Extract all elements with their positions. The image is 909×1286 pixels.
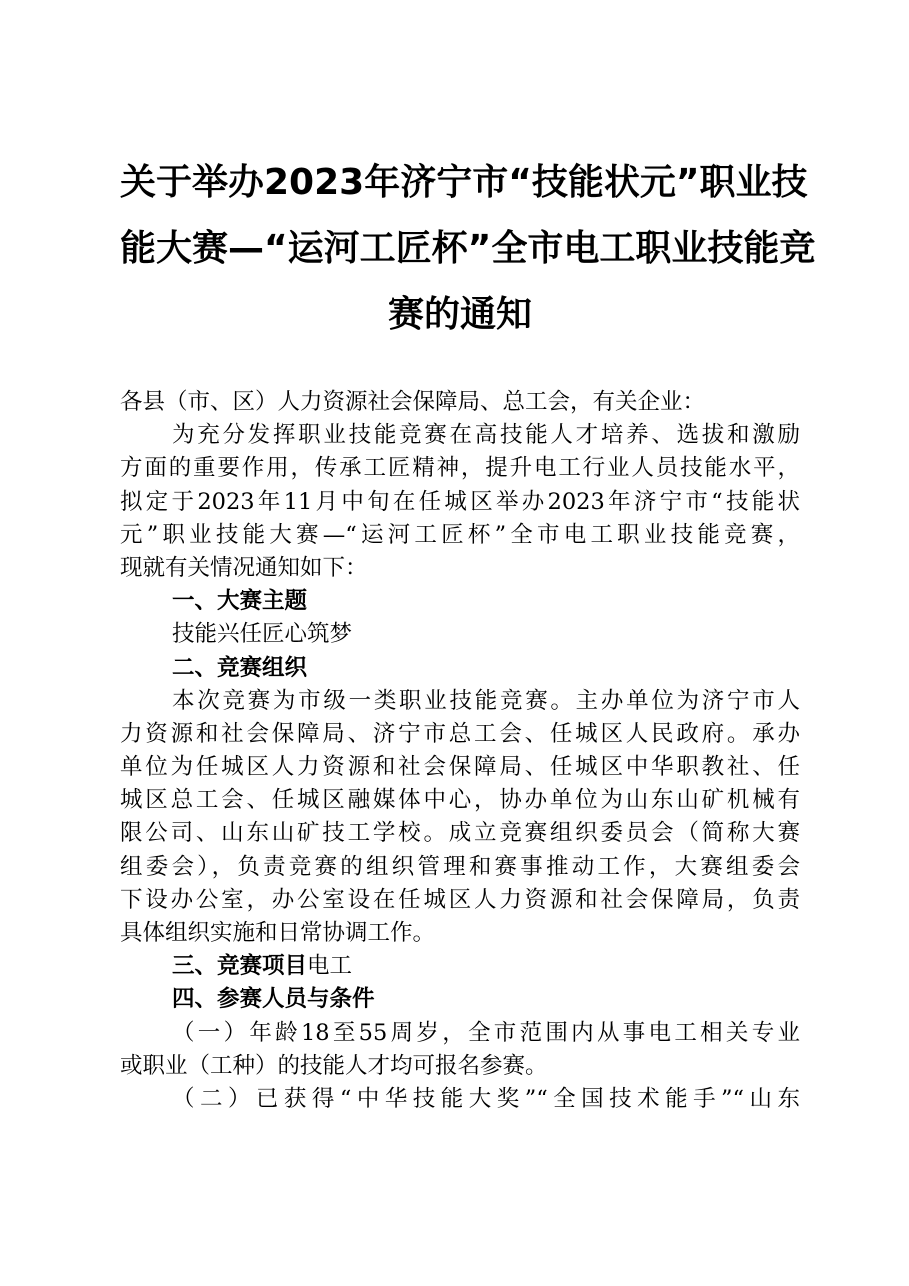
- document-title: [120, 150, 816, 348]
- section-2-line: 下设办公室，办公室设在任城区人力资源和社会保障局，负责: [120, 886, 800, 913]
- section-4-heading: 四、参赛人员与条件: [172, 986, 375, 1013]
- section-2-line: 本次竞赛为市级一类职业技能竞赛。主办单位为济宁市人: [172, 687, 800, 714]
- intro-line: 元”职业技能大赛—“运河工匠杯”全市电工职业技能竞赛，: [120, 521, 800, 548]
- title-line-1: 关于举办2023年济宁市“技能状元”职业技: [120, 162, 808, 203]
- intro-line: 为充分发挥职业技能竞赛在高技能人才培养、选拔和激励: [172, 422, 800, 449]
- section-4-line: 或职业（工种）的技能人才均可报名参赛。: [120, 1052, 548, 1079]
- section-4-line: （二）已获得“中华技能大奖”“全国技术能手”“山东: [172, 1085, 800, 1112]
- section-1-content: 技能兴任匠心筑梦: [172, 621, 353, 648]
- section-2-line: 城区总工会、任城区融媒体中心，协办单位为山东山矿机械有: [120, 787, 800, 814]
- intro-line: 现就有关情况通知如下：: [120, 554, 368, 581]
- section-3: [120, 950, 800, 983]
- section-1-heading: 一、大赛主题: [172, 588, 308, 615]
- intro-line: 拟定于2023年11月中旬在任城区举办2023年济宁市“技能状: [120, 488, 800, 515]
- section-2-heading: 二、竞赛组织: [172, 654, 308, 681]
- salutation: 各县（市、区）人力资源社会保障局、总工会，有关企业：: [120, 389, 706, 415]
- section-2-line: 限公司、山东山矿技工学校。成立竞赛组织委员会（简称大赛: [120, 820, 800, 847]
- section-2-line: 组委会），负责竞赛的组织管理和赛事推动工作，大赛组委会: [120, 853, 800, 880]
- section-3-heading: 三、竞赛项目: [172, 953, 308, 980]
- section-2-line: 力资源和社会保障局、济宁市总工会、任城区人民政府。承办: [120, 720, 800, 747]
- section-2-line: 具体组织实施和日常协调工作。: [120, 920, 436, 946]
- section-4-line: （一）年龄18至55周岁，全市范围内从事电工相关专业: [172, 1019, 800, 1046]
- section-2-line: 单位为任城区人力资源和社会保障局、任城区中华职教社、任: [120, 754, 800, 781]
- intro-line: 方面的重要作用，传承工匠精神，提升电工行业人员技能水平，: [120, 455, 800, 482]
- title-line-2: 能大赛—“运河工匠杯”全市电工职业技能竞: [120, 228, 816, 269]
- section-3-content: 电工: [307, 953, 353, 980]
- document-body: [120, 386, 800, 1116]
- title-line-3: 赛的通知: [387, 294, 532, 335]
